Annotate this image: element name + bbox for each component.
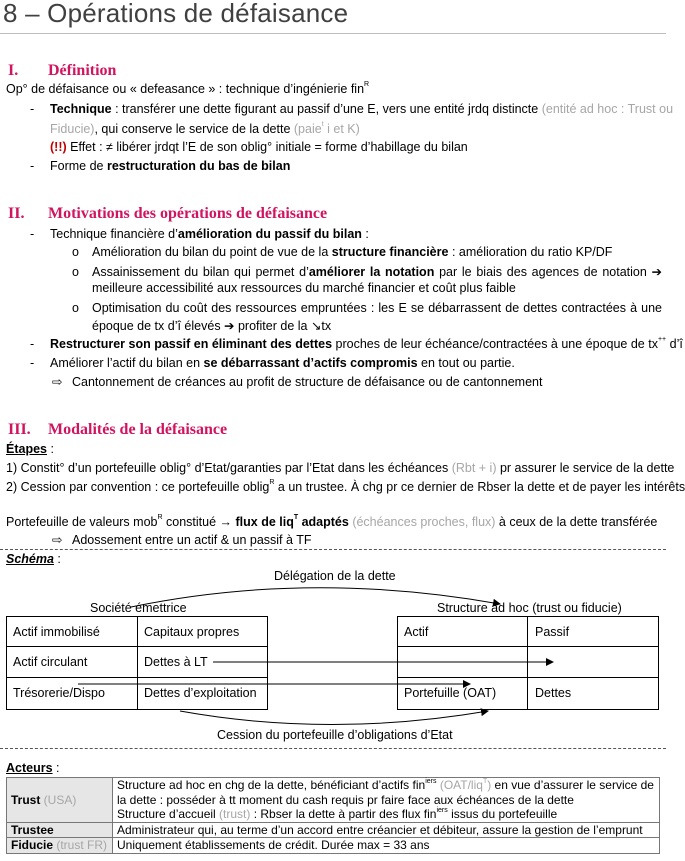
sub2-text: Assainissement du bilan qui permet d’: [92, 265, 309, 279]
technique-grey-2: Fiducie): [50, 122, 95, 136]
t1sup: iers: [425, 778, 437, 785]
sub-item-2-line-2: meilleure accessibilité aux ressources du marché financier et coût plus faible: [92, 281, 516, 295]
section-1-number: I.: [8, 62, 19, 79]
etapes-colon: :: [47, 442, 54, 456]
issuer-cell: Dettes à LT: [144, 655, 208, 669]
left-entity-title: Société émettrice: [90, 601, 187, 615]
t1b: en vue d’assurer le service de: [491, 778, 654, 792]
pf-text: Portefeuille de valeurs mob: [6, 515, 158, 529]
pf-grey: (échéances proches, flux): [348, 515, 496, 529]
trust-line-3: [117, 807, 655, 822]
intro-sup: R: [364, 81, 370, 88]
row-value: [113, 778, 660, 823]
row-value: Administrateur qui, au terme d’un accord entre créancier et débiteur, assure la gestion de l’emprunt: [113, 822, 660, 838]
trust-line-2: la dette : posséder à tt moment du cash requis pr faire face aux échéances de la dette: [117, 792, 574, 807]
dash-bullet: -: [30, 102, 35, 116]
key-grey: (USA): [40, 792, 77, 807]
table-row: [7, 838, 660, 854]
issuer-cell: Actif circulant: [13, 655, 88, 669]
pf-text2: constitué →: [162, 515, 236, 529]
step2-end: a un trustee. À chg pr ce dernier de Rbser la dette et de payer les intérêts: [274, 480, 685, 494]
trust-cell: Dettes: [535, 686, 572, 700]
section-3-title: Modalités de la défaisance: [48, 421, 228, 438]
cession-label: Cession du portefeuille d’obligations d’Etat: [217, 728, 453, 742]
amel-bold: se débarrassant d’actifs compromis: [203, 356, 418, 370]
table-row: [7, 778, 660, 823]
key-grey: (trust FR): [53, 838, 108, 852]
trust-cell: Actif: [404, 625, 429, 639]
dash-bullet: -: [30, 159, 35, 173]
restructuration-bold: restructuration du bas de bilan: [106, 159, 291, 173]
t3a: Structure d’accueil: [117, 807, 220, 821]
sub1-bold: structure financière: [331, 245, 449, 259]
section-3-number: III.: [8, 421, 31, 438]
t3grey: (trust): [219, 807, 251, 821]
issuer-cell: Dettes d’exploitation: [144, 686, 257, 700]
intro-text: Op° de défaisance ou « defeasance » : technique d’ingénierie fin: [6, 82, 365, 96]
section-2-number: II.: [8, 205, 25, 222]
circle-bullet: o: [72, 265, 79, 279]
sub2-end: par le biais des agences de notation ➔: [434, 265, 663, 279]
acteurs-colon: :: [52, 761, 60, 775]
acteurs-table: [6, 777, 660, 854]
section-1-title: Définition: [48, 62, 117, 79]
key-text: Trust: [11, 792, 41, 807]
motiv-bold: amélioration du passif du bilan: [177, 227, 362, 241]
step2-text: 2) Cession par convention : ce portefeuille oblig: [6, 480, 270, 494]
dash-bullet: -: [30, 337, 35, 351]
right-entity-title: Structure ad hoc (trust ou fiducie): [437, 601, 622, 615]
issuer-cell: Trésorerie/Dispo: [13, 686, 105, 700]
delegation-arrow: [131, 588, 500, 607]
technique-text: : transférer une dette figurant au passif d’une E, vers une entité jrdq distincte: [111, 102, 542, 116]
table-row: [7, 822, 660, 838]
technique-grey-3: (paie: [293, 122, 322, 136]
restr-bold: Restructurer son passif en éliminant des dettes: [50, 337, 333, 351]
t3sup: iers: [436, 807, 448, 814]
sub2-bold: améliorer la notation: [308, 265, 435, 279]
motiv-end: :: [361, 227, 369, 241]
key-text: Fiducie: [11, 838, 54, 852]
pf-bold-sup: T: [293, 514, 299, 521]
dash-bullet: -: [30, 356, 35, 370]
schema-colon: :: [53, 552, 61, 566]
t3c: issus du portefeuille: [447, 807, 558, 821]
alert-marker: (!!): [50, 140, 67, 154]
amel-end: en tout ou partie.: [417, 356, 515, 370]
restructuration-text: Forme de: [50, 159, 107, 173]
acteurs-heading: [6, 760, 60, 776]
technique-grey-sup: t: [321, 121, 324, 128]
technique-grey-4: i et K): [323, 122, 360, 136]
delegation-label: Délégation de la dette: [274, 569, 396, 583]
schema-label: Schéma: [6, 552, 54, 566]
cantonnement-line: Cantonnement de créances au profit de structure de défaisance ou de cantonnement: [72, 375, 543, 389]
page-title: 8 – Opérations de défaisance: [3, 0, 349, 28]
cession-arrow: [180, 711, 488, 725]
row-key: [7, 838, 113, 854]
dash-bullet: -: [30, 227, 35, 241]
step1-grey: (Rbt + i): [451, 461, 497, 475]
sub-item-3-line-2: époque de tx d’î élevés ➔ profiter de la ↘tx: [92, 319, 332, 333]
pf-end: à ceux de la dette transférée: [495, 515, 658, 529]
t1greyend: ): [487, 778, 492, 792]
pf-bold: flux de liq: [235, 515, 294, 529]
acteurs-label: Acteurs: [6, 761, 53, 775]
circle-bullet: o: [72, 245, 79, 259]
effect-text: Effet : ≠ libérer jrdqt l’E de son oblig° initiale = forme d’habillage du bilan: [66, 140, 468, 154]
row-key: Trustee: [7, 822, 113, 838]
t1greysup: T: [482, 778, 488, 785]
etapes-label: Étapes: [6, 442, 47, 456]
restr-sup: ++: [657, 336, 667, 343]
sub1-end: : amélioration du ratio KP/DF: [448, 245, 613, 259]
technique-text-2: , qui conserve le service de la dette: [94, 122, 294, 136]
pf-bold2: adaptés: [298, 515, 349, 529]
trust-line-1: [117, 778, 655, 793]
restr-end: d’î: [666, 337, 683, 351]
technique-grey: (entité ad hoc : Trust ou: [541, 102, 674, 116]
t1a: Structure ad hoc en chg de la dette, bénéficiant d’actifs fin: [117, 778, 426, 792]
adossement-line: Adossement entre un actif & un passif à TF: [72, 533, 312, 547]
hollow-arrow-icon: ⇨: [52, 533, 63, 547]
issuer-cell: Capitaux propres: [144, 625, 240, 639]
row-value: Uniquement établissements de crédit. Durée max = 33 ans: [113, 838, 660, 854]
technique-label: Technique: [50, 102, 112, 116]
restr-text: proches de leur échéance/contractées à une époque de tx: [332, 337, 658, 351]
motiv-text: Technique financière d’: [50, 227, 178, 241]
section-2-title: Motivations des opérations de défaisance: [48, 205, 328, 222]
step1-text: 1) Constit° d’un portefeuille oblig° d’Etat/garanties par l’Etat dans les échéances: [6, 461, 452, 475]
step2-sup: R: [269, 479, 275, 486]
row-key: [7, 778, 113, 823]
pf-sup: R: [157, 514, 163, 521]
sub-item-3-line-1: Optimisation du coût des ressources empruntées : les E se débarrassent de dettes contractées à une: [92, 301, 662, 315]
hollow-arrow-icon: ⇨: [52, 375, 63, 389]
sub1-text: Amélioration du bilan du point de vue de la: [92, 245, 332, 259]
amel-text: Améliorer l’actif du bilan en: [50, 356, 204, 370]
t3b: : Rbser la dette à partir des flux fin: [250, 807, 437, 821]
trust-cell: Passif: [535, 625, 570, 639]
trust-cell: Portefuille (OAT): [404, 686, 497, 700]
issuer-cell: Actif immobilisé: [13, 625, 100, 639]
circle-bullet: o: [72, 301, 79, 315]
step1-end: pr assurer le service de la dette: [496, 461, 675, 475]
t1grey: (OAT/liq: [436, 778, 483, 792]
